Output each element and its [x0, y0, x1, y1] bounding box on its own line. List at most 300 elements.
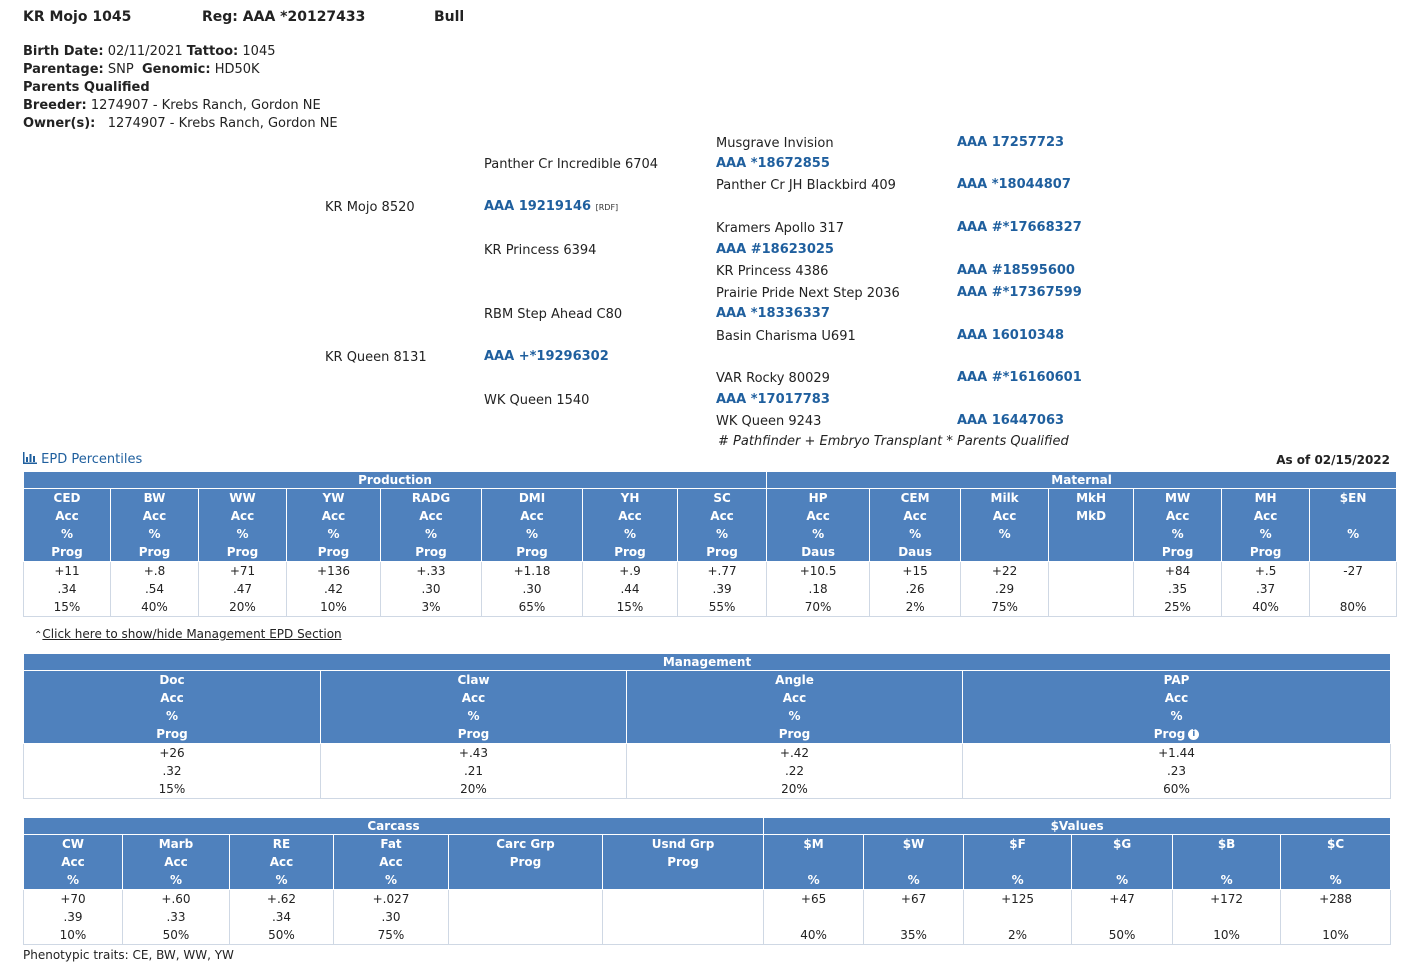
- value-cell: [1072, 890, 1173, 945]
- birth-date-value: 02/11/2021: [107, 44, 183, 59]
- cell-value: +84: [1164, 564, 1191, 578]
- header-line: WW: [229, 491, 256, 505]
- header-line: PAP: [1163, 673, 1190, 687]
- cell-value: +.33: [416, 564, 446, 578]
- epd-percentiles-link[interactable]: [23, 452, 142, 467]
- parentage-value: SNP: [107, 62, 134, 77]
- epd-title[interactable]: EPD Percentiles: [41, 452, 143, 467]
- cell-value: +1.44: [1158, 746, 1195, 760]
- value-cell: [482, 562, 583, 617]
- double-chevron-up-icon: ⌃: [34, 630, 43, 641]
- cell-value: 2%: [905, 600, 925, 614]
- header-line: Acc: [1164, 691, 1189, 705]
- header-line: Acc: [164, 855, 188, 869]
- value-cell: [1310, 562, 1397, 617]
- header-line: Acc: [55, 509, 79, 523]
- column-header: [230, 835, 334, 890]
- header-line: Acc: [710, 509, 734, 523]
- pedigree-sire-dam-reg[interactable]: AAA #18623025: [716, 242, 834, 257]
- value-cell: [230, 890, 334, 945]
- column-header: [1134, 489, 1222, 562]
- pedigree-dam[interactable]: KR Queen 8131: [325, 350, 427, 365]
- cell-value: .44: [620, 582, 640, 596]
- header-line: Marb: [158, 837, 194, 851]
- breeder-label: Breeder:: [23, 98, 87, 113]
- column-header: [767, 489, 870, 562]
- cell-value: 20%: [460, 782, 487, 796]
- header-line: Acc: [142, 509, 167, 523]
- pedigree-sire-sire-reg[interactable]: AAA *18672855: [716, 156, 830, 171]
- column-header: [123, 835, 230, 890]
- header-line: %: [148, 527, 161, 541]
- carcass-table: [23, 817, 1391, 945]
- cell-value: +71: [229, 564, 256, 578]
- header-line: MkD: [1076, 509, 1107, 523]
- pedigree-sire[interactable]: KR Mojo 8520: [325, 200, 415, 215]
- column-header: [287, 489, 381, 562]
- cell-value: [1049, 598, 1133, 616]
- parentage-label: Parentage:: [23, 62, 104, 77]
- values-header: $Values: [764, 818, 1391, 835]
- value-cell: [1049, 562, 1134, 617]
- header-line: $F: [1009, 837, 1026, 851]
- cell-value: 40%: [1252, 600, 1279, 614]
- value-cell: [961, 562, 1049, 617]
- column-header: [963, 671, 1391, 744]
- cell-value: +.42: [779, 746, 810, 760]
- cell-value: 75%: [991, 600, 1018, 614]
- header-line: %: [1347, 527, 1360, 541]
- header-line: Doc: [159, 673, 185, 687]
- header-line: %: [1220, 873, 1233, 887]
- header-line: $B: [1217, 837, 1236, 851]
- cell-value: .29: [995, 582, 1015, 596]
- cell-value: 75%: [377, 928, 405, 942]
- header-line: Acc: [230, 509, 255, 523]
- cell-value: 15%: [616, 600, 644, 614]
- header-line: Prog: [415, 545, 447, 559]
- pedigree-sire-dam[interactable]: KR Princess 6394: [484, 243, 597, 258]
- header-line: Acc: [1165, 509, 1190, 523]
- header-line: %: [525, 527, 539, 541]
- cell-value: +.027: [372, 892, 410, 906]
- header-line: Prog: [614, 545, 646, 559]
- animal-sex: Bull: [434, 9, 465, 25]
- column-header: [583, 489, 678, 562]
- management-table: [23, 653, 1391, 799]
- header-line: %: [467, 709, 480, 723]
- header-line: %: [998, 527, 1011, 541]
- breeder-value: 1274907 - Krebs Ranch, Gordon NE: [90, 98, 321, 113]
- value-cell: [334, 890, 449, 945]
- header-line: %: [1170, 709, 1183, 723]
- registration-number: Reg: AAA *20127433: [202, 9, 366, 25]
- column-header: [199, 489, 287, 562]
- header-line: Acc: [461, 691, 486, 705]
- header-line: [1072, 853, 1172, 871]
- value-cell: [24, 744, 321, 799]
- pedigree-sdd-reg[interactable]: AAA #18595600: [957, 263, 1075, 278]
- pedigree-dam-sire[interactable]: RBM Step Ahead C80: [484, 307, 623, 322]
- header-line: %: [169, 873, 183, 887]
- cell-value: 50%: [162, 928, 190, 942]
- cell-value: .26: [905, 582, 925, 596]
- header-line: Acc: [782, 691, 807, 705]
- cell-value: [603, 926, 763, 944]
- toggle-management-link[interactable]: [34, 627, 342, 641]
- value-cell: [449, 890, 603, 945]
- cell-value: .34: [271, 910, 292, 924]
- value-cell: [767, 562, 870, 617]
- genomic-label: Genomic:: [141, 62, 211, 77]
- cell-value: .37: [1256, 582, 1276, 596]
- header-line: [864, 853, 963, 871]
- value-cell: [583, 562, 678, 617]
- cell-value: 65%: [518, 600, 546, 614]
- pedigree-sdd[interactable]: KR Princess 4386: [716, 264, 829, 279]
- pedigree-dam-reg[interactable]: AAA +*19296302: [484, 349, 609, 364]
- cell-value: 35%: [900, 928, 927, 942]
- genomic-value: HD50K: [214, 62, 260, 77]
- cell-value: 15%: [158, 782, 186, 796]
- column-header: [334, 835, 449, 890]
- header-line: $G: [1112, 837, 1132, 851]
- header-line: Daus: [898, 545, 932, 559]
- value-cell: [1222, 562, 1310, 617]
- column-header: [449, 835, 603, 890]
- pedigree-ssd[interactable]: Panther Cr JH Blackbird 409: [716, 178, 896, 193]
- header-line: Prog: [138, 545, 171, 559]
- header-line: [1310, 507, 1396, 525]
- value-cell: [1134, 562, 1222, 617]
- column-header: [764, 835, 864, 890]
- cell-value: +.62: [266, 892, 297, 906]
- header-line: %: [1011, 873, 1024, 887]
- header-line: $M: [803, 837, 824, 851]
- header-line: %: [60, 527, 74, 541]
- cell-value: [1173, 908, 1280, 926]
- header-line: [964, 853, 1071, 871]
- value-cell: [24, 890, 123, 945]
- cell-value: +136: [317, 564, 350, 578]
- header-line: Angle: [775, 673, 814, 687]
- carcass-header: Carcass: [24, 818, 764, 835]
- column-header: [24, 489, 111, 562]
- value-cell: [381, 562, 482, 617]
- header-line: Acc: [269, 855, 294, 869]
- header-line: RE: [272, 837, 291, 851]
- cell-value: .54: [144, 582, 165, 596]
- pedigree-dam-dam-reg[interactable]: AAA *17017783: [716, 392, 830, 407]
- cell-value: [864, 908, 963, 926]
- header-line: CED: [53, 491, 81, 505]
- value-cell: [870, 562, 961, 617]
- cell-value: [449, 926, 602, 944]
- header-line: [1173, 853, 1280, 871]
- cell-value: 10%: [59, 928, 87, 942]
- column-header: [482, 489, 583, 562]
- animal-name: KR Mojo 1045: [23, 9, 132, 25]
- header-line: Claw: [457, 673, 490, 687]
- header-line: Acc: [419, 509, 443, 523]
- value-cell: [1281, 890, 1391, 945]
- cell-value: 70%: [804, 600, 832, 614]
- header-line: %: [424, 527, 438, 541]
- animal-info: [23, 43, 338, 133]
- toggle-management-label[interactable]: Click here to show/hide Management EPD Section: [42, 627, 342, 641]
- cell-value: +288: [1319, 892, 1353, 906]
- header-line: $C: [1327, 837, 1345, 851]
- cell-value: +10.5: [799, 564, 837, 578]
- header-line: %: [66, 873, 80, 887]
- column-header: [1310, 489, 1397, 562]
- header-line: %: [384, 873, 398, 887]
- value-cell: [764, 890, 864, 945]
- header-line: %: [327, 527, 340, 541]
- cell-value: 20%: [229, 600, 256, 614]
- value-cell: [24, 562, 111, 617]
- pedigree-dds[interactable]: VAR Rocky 80029: [716, 371, 830, 386]
- pedigree-dsd-reg[interactable]: AAA 16010348: [957, 328, 1065, 343]
- header-line: [1310, 543, 1396, 561]
- header-line: Prog: [226, 545, 259, 559]
- pedigree-sds-reg[interactable]: AAA #*17668327: [957, 220, 1082, 235]
- pedigree-dsd[interactable]: Basin Charisma U691: [716, 329, 856, 344]
- header-line: Prog: [516, 545, 548, 559]
- cell-value: 25%: [1164, 600, 1191, 614]
- header-line: Acc: [61, 855, 85, 869]
- cell-value: .23: [1166, 764, 1187, 778]
- bar-chart-icon: [23, 452, 37, 464]
- header-line: %: [716, 527, 729, 541]
- header-line: [449, 871, 602, 889]
- header-line: %: [623, 527, 637, 541]
- value-cell: [199, 562, 287, 617]
- cell-value: [449, 890, 602, 908]
- cell-value: .21: [463, 764, 484, 778]
- cell-value: [1049, 562, 1133, 580]
- cell-value: +1.18: [513, 564, 551, 578]
- cell-value: .34: [57, 582, 77, 596]
- cell-value: +.77: [707, 564, 737, 578]
- cell-value: +.43: [458, 746, 489, 760]
- cell-value: [449, 908, 602, 926]
- pedigree-sss-reg[interactable]: AAA 17257723: [957, 135, 1065, 150]
- header-line: Prog: [51, 545, 83, 559]
- cell-value: 40%: [141, 600, 168, 614]
- pedigree-sds[interactable]: Kramers Apollo 317: [716, 221, 844, 236]
- header-line: Carc Grp: [496, 837, 555, 851]
- header-line: [963, 725, 1390, 743]
- cell-value: 40%: [800, 928, 827, 942]
- header-line: Prog: [317, 545, 350, 559]
- pedigree-dss-reg[interactable]: AAA #*17367599: [957, 285, 1082, 300]
- cell-value: +67: [900, 892, 927, 906]
- owner-value: 1274907 - Krebs Ranch, Gordon NE: [107, 116, 338, 131]
- header-line: MkH: [1076, 491, 1107, 505]
- cell-value: .22: [784, 764, 805, 778]
- pedigree-dam-dam[interactable]: WK Queen 1540: [484, 393, 590, 408]
- header-line: Prog: [1249, 545, 1282, 559]
- header-line: SC: [713, 491, 731, 505]
- column-header: [961, 489, 1049, 562]
- header-line: $W: [902, 837, 925, 851]
- cell-value: +.5: [1254, 564, 1277, 578]
- column-header: [1281, 835, 1391, 890]
- header-line: Acc: [321, 509, 346, 523]
- header-line: Acc: [903, 509, 927, 523]
- maternal-header: Maternal: [767, 472, 1397, 489]
- cell-value: .33: [166, 910, 186, 924]
- as-of-date: As of 02/15/2022: [1276, 453, 1390, 467]
- cell-value: +.9: [619, 564, 641, 578]
- header-line: Acc: [160, 691, 184, 705]
- header-line: MW: [1165, 491, 1191, 505]
- column-header: [111, 489, 199, 562]
- header-line: Prog: [457, 727, 490, 741]
- header-line: Usnd Grp: [651, 837, 715, 851]
- cell-value: +125: [1001, 892, 1035, 906]
- production-header: Production: [24, 472, 767, 489]
- value-cell: [963, 744, 1391, 799]
- header-line: Fat: [380, 837, 402, 851]
- header-line: %: [807, 873, 820, 887]
- header-line: Prog: [667, 855, 699, 869]
- info-icon[interactable]: i: [1188, 729, 1199, 740]
- header-line: [764, 853, 863, 871]
- value-cell: [678, 562, 767, 617]
- value-cell: [627, 744, 963, 799]
- header-line: Acc: [379, 855, 403, 869]
- column-header: [964, 835, 1072, 890]
- value-cell: [864, 890, 964, 945]
- pedigree-sire-sire[interactable]: Panther Cr Incredible 6704: [484, 157, 659, 172]
- cell-value: +26: [159, 746, 185, 760]
- value-cell: [111, 562, 199, 617]
- cell-value: [1310, 580, 1396, 598]
- pedigree-sire-reg-number[interactable]: AAA 19219146: [484, 199, 592, 214]
- cell-value: .39: [712, 582, 732, 596]
- cell-value: 80%: [1339, 600, 1367, 614]
- column-header: [1173, 835, 1281, 890]
- header-line: %: [236, 527, 249, 541]
- birth-date-label: Birth Date:: [23, 44, 104, 59]
- cell-value: +11: [54, 564, 80, 578]
- cell-value: 50%: [1108, 928, 1136, 942]
- header-line: %: [907, 873, 920, 887]
- column-header: [1049, 489, 1134, 562]
- header-line: Prog: [1161, 545, 1194, 559]
- cell-value: +.8: [143, 564, 166, 578]
- value-cell: [321, 744, 627, 799]
- header-line: Prog: [156, 727, 188, 741]
- tattoo-value: 1045: [242, 44, 276, 59]
- header-line: Prog: [509, 855, 542, 869]
- value-cell: [123, 890, 230, 945]
- management-header: Management: [24, 654, 1391, 671]
- header-line: MH: [1254, 491, 1277, 505]
- epd-table: [23, 471, 1397, 617]
- cell-value: 3%: [421, 600, 441, 614]
- cell-value: +47: [1109, 892, 1135, 906]
- cell-value: +15: [902, 564, 928, 578]
- header-line: %: [1116, 873, 1129, 887]
- header-line: [1049, 543, 1133, 561]
- header-line: Prog: [706, 545, 738, 559]
- cell-value: [1281, 908, 1390, 926]
- cell-value: .30: [522, 582, 542, 596]
- pedigree-dds-reg[interactable]: AAA #*16160601: [957, 370, 1082, 385]
- cell-value: [1072, 908, 1172, 926]
- header-line: %: [1329, 873, 1342, 887]
- header-line: Prog: [778, 727, 811, 741]
- column-header: [678, 489, 767, 562]
- cell-value: -27: [1343, 564, 1363, 578]
- header-line: Daus: [801, 545, 835, 559]
- cell-value: .47: [232, 582, 253, 596]
- header-line: RADG: [411, 491, 451, 505]
- cell-value: .39: [63, 910, 83, 924]
- header-line: YH: [620, 491, 640, 505]
- column-header: [870, 489, 961, 562]
- pedigree-ddd[interactable]: WK Queen 9243: [716, 414, 822, 429]
- header-line: DMI: [518, 491, 546, 505]
- cell-value: .30: [381, 910, 401, 924]
- header-line: %: [812, 527, 825, 541]
- header-line: %: [1259, 527, 1272, 541]
- cell-value: +22: [991, 564, 1018, 578]
- cell-value: [603, 908, 763, 926]
- pedigree-sss[interactable]: Musgrave Invision: [716, 136, 834, 151]
- header-line: %: [788, 709, 801, 723]
- column-header: [381, 489, 482, 562]
- pedigree-dam-sire-reg[interactable]: AAA *18336337: [716, 306, 830, 321]
- cell-value: 50%: [268, 928, 295, 942]
- header-line: %: [1171, 527, 1184, 541]
- cell-value: 20%: [781, 782, 808, 796]
- header-line: [961, 543, 1048, 561]
- header-text: Prog: [1153, 727, 1186, 741]
- header-line: Acc: [520, 509, 544, 523]
- header-line: [603, 871, 763, 889]
- cell-value: 60%: [1163, 782, 1190, 796]
- column-header: [321, 671, 627, 744]
- cell-value: 15%: [53, 600, 81, 614]
- pedigree-dss[interactable]: Prairie Pride Next Step 2036: [716, 286, 900, 301]
- header-line: Acc: [618, 509, 642, 523]
- pedigree-sire-reg[interactable]: [484, 199, 618, 214]
- value-cell: [287, 562, 381, 617]
- cell-value: +172: [1210, 892, 1244, 906]
- cell-value: .18: [808, 582, 828, 596]
- pedigree-footnote: # Pathfinder + Embryo Transplant * Parents Qualified: [718, 434, 1069, 449]
- cell-value: +70: [60, 892, 86, 906]
- cell-value: 55%: [708, 600, 736, 614]
- header-line: HP: [808, 491, 828, 505]
- header-line: Milk: [990, 491, 1019, 505]
- pedigree-ddd-reg[interactable]: AAA 16447063: [957, 413, 1065, 428]
- cell-value: .35: [1168, 582, 1188, 596]
- pedigree-ssd-reg[interactable]: AAA *18044807: [957, 177, 1071, 192]
- value-cell: [603, 890, 764, 945]
- header-line: %: [909, 527, 922, 541]
- header-line: CW: [61, 837, 85, 851]
- header-line: [1281, 853, 1390, 871]
- column-header: [603, 835, 764, 890]
- cell-value: 10%: [1322, 928, 1349, 942]
- cell-value: .32: [162, 764, 182, 778]
- owner-label: Owner(s):: [23, 116, 96, 131]
